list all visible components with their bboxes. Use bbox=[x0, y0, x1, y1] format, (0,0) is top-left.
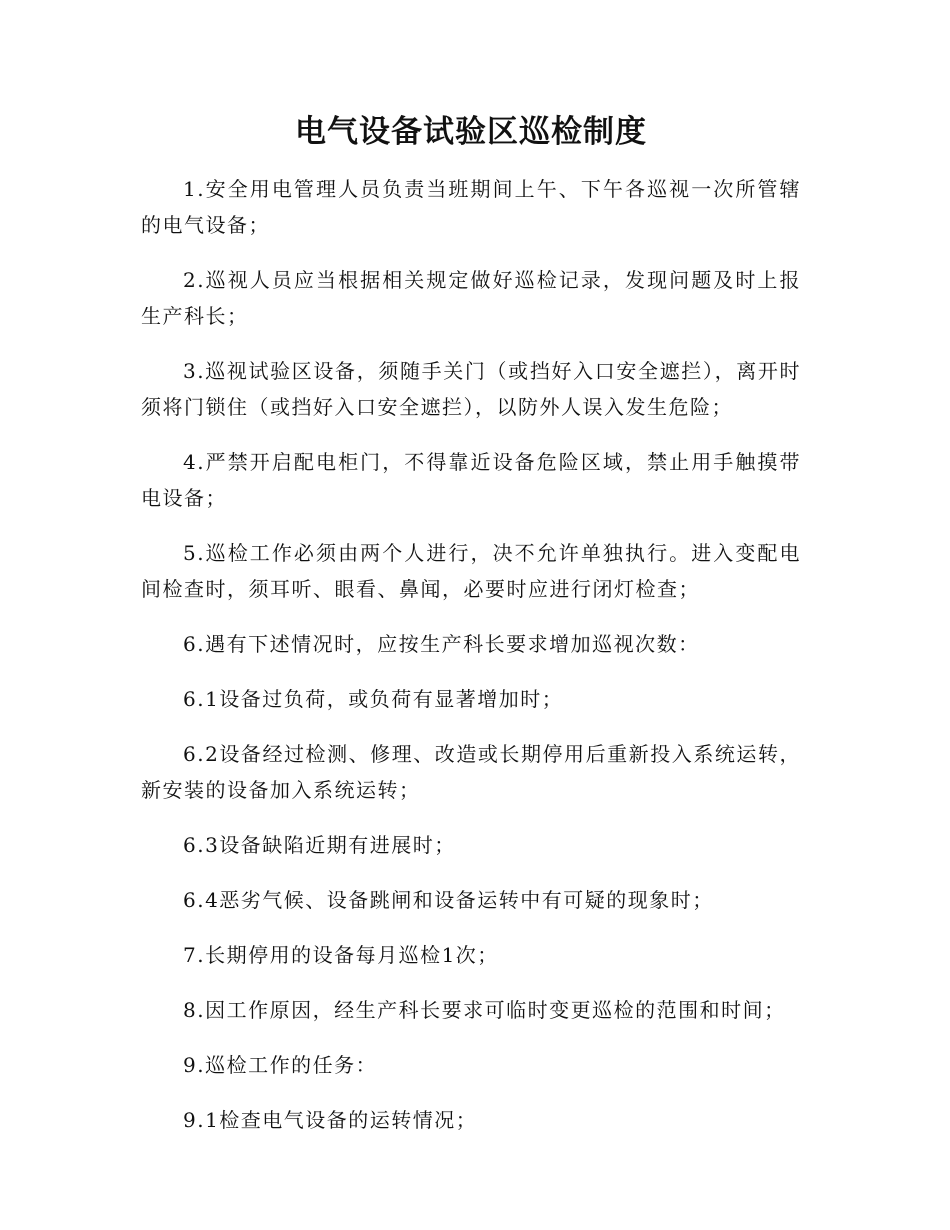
paragraph-6-2: 6.2设备经过检测、修理、改造或长期停用后重新投入系统运转，新安装的设备加入系统运转； bbox=[141, 742, 801, 802]
paragraph-8: 8.因工作原因，经生产科长要求可临时变更巡检的范围和时间； bbox=[183, 998, 786, 1022]
document-title: 电气设备试验区巡检制度 bbox=[295, 114, 647, 150]
paragraph-9: 9.巡检工作的任务： bbox=[183, 1053, 378, 1077]
paragraph-7: 7.长期停用的设备每月巡检1次； bbox=[183, 943, 499, 967]
paragraph-5: 5.巡检工作必须由两个人进行，决不允许单独执行。进入变配电间检查时，须耳听、眼看、鼻闻，必要时应进行闭灯检查； bbox=[141, 541, 801, 601]
paragraph-6-1: 6.1设备过负荷，或负荷有显著增加时； bbox=[183, 687, 564, 711]
paragraph-6-4: 6.4恶劣气候、设备跳闸和设备运转中有可疑的现象时； bbox=[183, 888, 714, 912]
paragraph-2: 2.巡视人员应当根据相关规定做好巡检记录，发现问题及时上报生产科长； bbox=[141, 268, 801, 328]
paragraph-3: 3.巡视试验区设备，须随手关门（或挡好入口安全遮拦），离开时须将门锁住（或挡好入口安全遮拦），以防外人误入发生危险； bbox=[141, 359, 801, 419]
paragraph-6-3: 6.3设备缺陷近期有进展时； bbox=[183, 833, 456, 857]
paragraph-4: 4.严禁开启配电柜门，不得靠近设备危险区域，禁止用手触摸带电设备； bbox=[141, 450, 801, 510]
paragraph-9-1: 9.1检查电气设备的运转情况； bbox=[183, 1108, 478, 1132]
paragraph-1: 1.安全用电管理人员负责当班期间上午、下午各巡视一次所管辖的电气设备； bbox=[141, 177, 801, 237]
paragraph-6: 6.遇有下述情况时，应按生产科长要求增加巡视次数： bbox=[183, 632, 700, 656]
document-body bbox=[141, 110, 801, 1157]
